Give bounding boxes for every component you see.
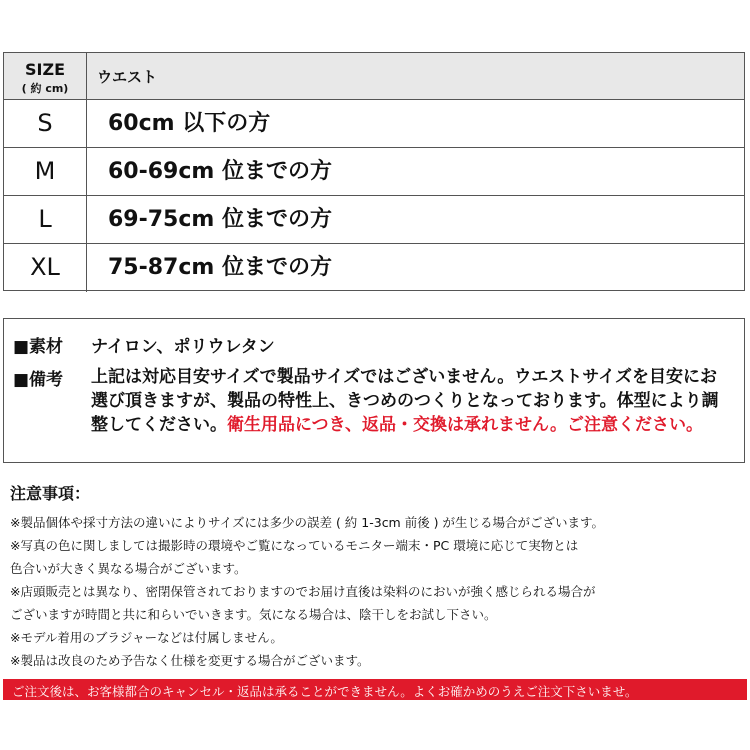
table-row (4, 100, 744, 148)
waist-header-label: ウエスト (97, 68, 158, 86)
material-label: ■素材 (13, 337, 64, 357)
size-table-header (4, 53, 744, 100)
remarks-text (91, 365, 731, 437)
table-row (4, 244, 744, 292)
material-value: ナイロン、ポリウレタン (91, 337, 275, 357)
size-header-unit: ( 約 cm) (21, 82, 69, 95)
size-header-label: SIZE (24, 60, 65, 79)
footer-warning-bar (3, 679, 747, 700)
waist-cell: 60cm 以下の方 (108, 111, 271, 136)
note-line: ※製品は改良のため予告なく仕様を変更する場合がございます。 (10, 653, 370, 668)
waist-cell: 60-69cm 位までの方 (108, 159, 332, 184)
remarks-label: ■備考 (13, 370, 64, 390)
size-header-cell (4, 53, 87, 99)
note-line: ※モデル着用のブラジャーなどは付属しません。 (10, 630, 283, 645)
size-cell: XL (4, 244, 87, 292)
material-box (3, 318, 745, 463)
size-cell: L (4, 196, 87, 243)
table-row (4, 196, 744, 244)
size-cell: M (4, 148, 87, 195)
note-line: ※製品個体や採寸方法の違いによりサイズには多少の誤差 ( 約 1-3cm 前後 ) が生じる場合がございます。 (10, 515, 605, 530)
table-row (4, 148, 744, 196)
waist-cell: 69-75cm 位までの方 (108, 207, 332, 232)
notes-title: 注意事項： (10, 484, 91, 503)
footer-warning-text: ご注文後は、お客様都合のキャンセル・返品は承ることができません。よくお確かめのうえご注文下さいませ。 (12, 684, 638, 699)
remarks-body: 上記は対応目安サイズで製品サイズではございません。ウエストサイズを目安にお選び頂きますが、製品の特性上、きつめのつくりとなっております。体型により調整してください。 (91, 367, 719, 435)
size-table (3, 52, 745, 291)
note-line: ※店頭販売とは異なり、密閉保管されておりますのでお届け直後は染料のにおいが強く感じられる場合が (10, 584, 596, 599)
waist-cell: 75-87cm 位までの方 (108, 255, 332, 280)
note-line: ございますが時間と共に和らいでいきます。気になる場合は、陰干しをお試し下さい。 (10, 607, 497, 622)
size-cell: S (4, 100, 87, 147)
note-line: 色合いが大きく異なる場合がございます。 (10, 561, 247, 576)
remarks-warning: 衛生用品につき、返品・交換は承れません。ご注意ください。 (227, 415, 703, 435)
note-line: ※写真の色に関しましては撮影時の環境やご覧になっているモニター端末・PC 環境に応じて実物とは (10, 538, 579, 553)
